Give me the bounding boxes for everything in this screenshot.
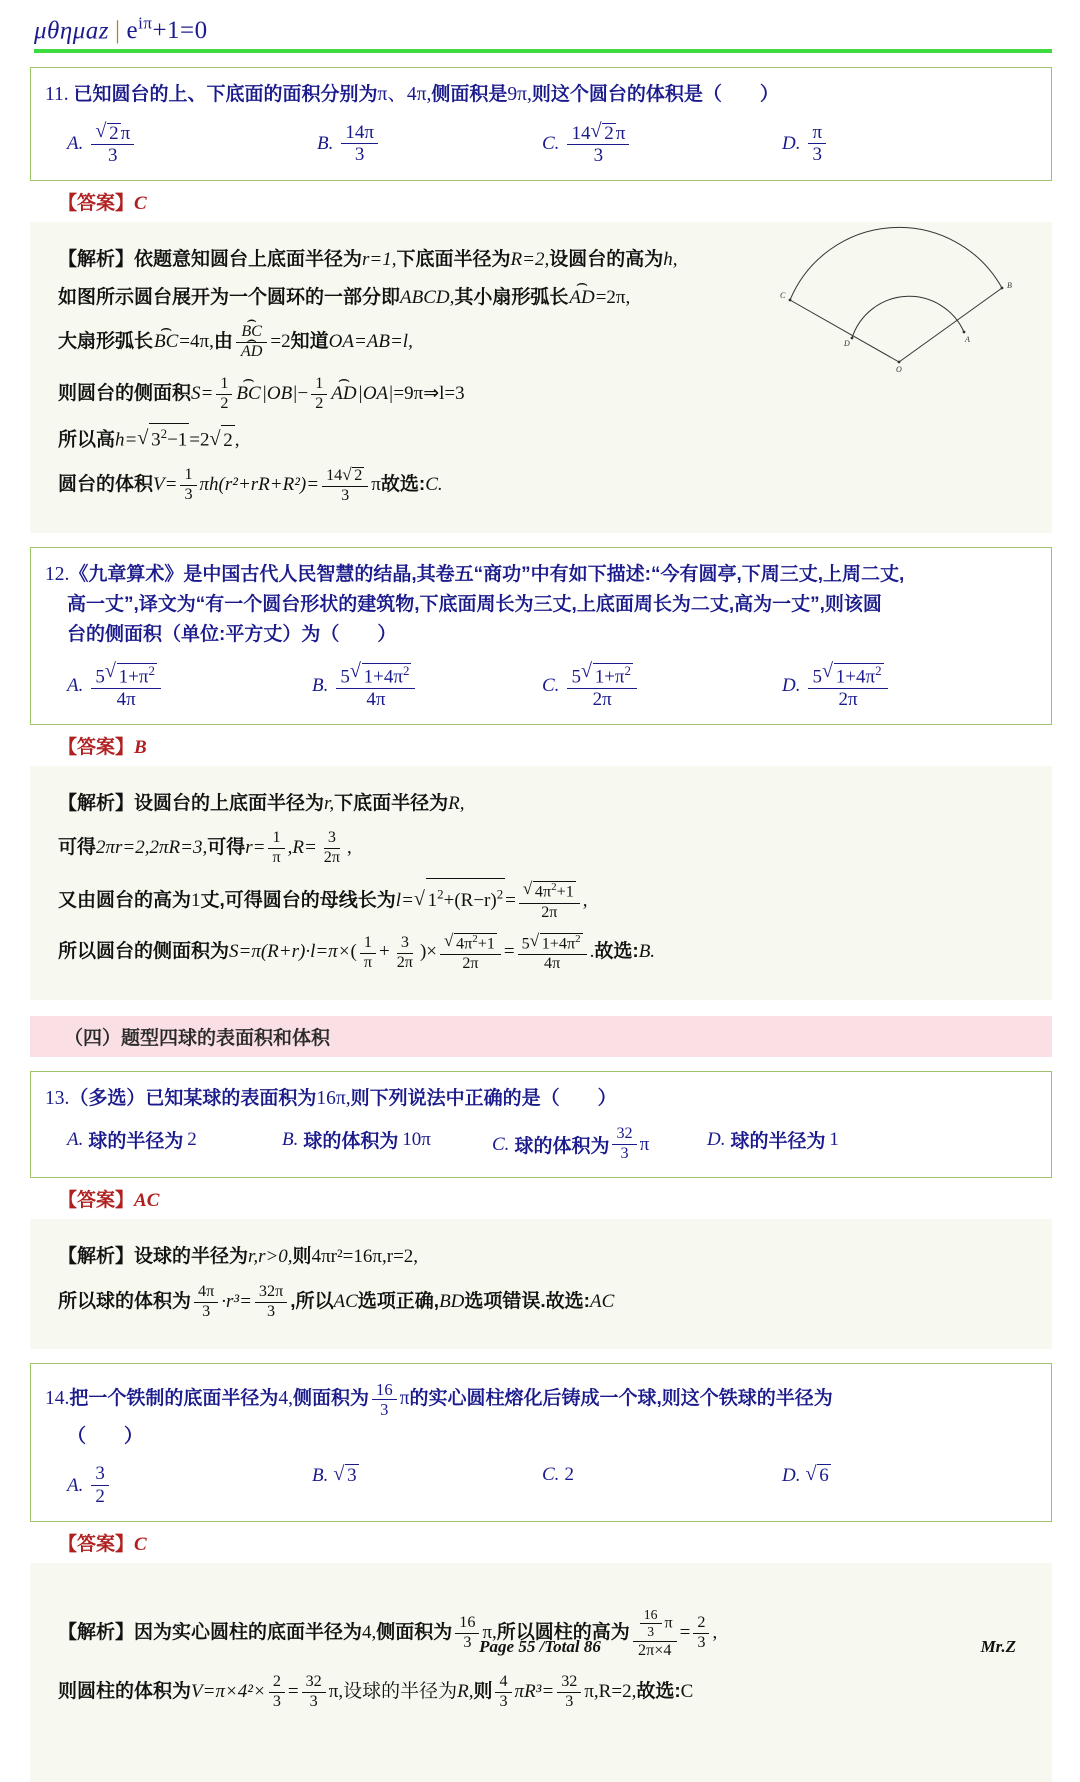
option-d[interactable]: D. $\frac{\pi}{3}$ xyxy=(782,123,829,166)
solution-14 xyxy=(30,1563,1052,1782)
fraction: $\frac{\pi}{3}$ xyxy=(808,123,826,166)
page-number: Page 55 /Total 86 xyxy=(479,1637,601,1656)
question-14-box xyxy=(30,1363,1052,1522)
fraction: $\frac{14\pi}{3}$ xyxy=(341,123,378,166)
question-14-options xyxy=(45,1464,1035,1507)
section-title: 题型四球的表面积和体积 xyxy=(121,1028,331,1050)
answer-bar-11 xyxy=(30,181,1052,222)
page-footer xyxy=(0,1637,1080,1657)
svg-text:A: A xyxy=(965,335,970,345)
answer-label: 【答案】 xyxy=(58,193,135,215)
option-c[interactable]: C. $\frac{14 √ 2 \pi}{3}$ xyxy=(542,123,782,167)
option-b[interactable]: B. $\frac{14\pi}{3}$ xyxy=(317,123,542,166)
header-brand-formula xyxy=(34,14,1052,45)
frustum-unrolled-figure xyxy=(774,236,1024,375)
answer-value: AC xyxy=(134,1190,160,1212)
question-14-line-1: 14.把一个铁制的底面半径为4,侧面积为 $\frac{16}{3}$ π的实心圆柱熔化后铸成一个球,则这个铁球的半径为 xyxy=(45,1379,833,1420)
option-a[interactable]: A. $\frac{3}{2}$ xyxy=(67,1464,312,1507)
question-11-options xyxy=(45,123,1035,167)
header-separator: | xyxy=(115,17,121,45)
solution-11-line-5: 所以高h= √ $3^2-1 =2$ √ 2 , xyxy=(58,423,1034,456)
option-c[interactable]: C. $\frac{5 √ 1+\pi^2}{2\pi}$ xyxy=(542,663,782,710)
solution-11-line-6: 圆台的体积V= $\frac{1}{3}$ πh(r²+rR+R²)= $\frac{14 √ 2}{3}$ π故选:C. xyxy=(58,463,1034,508)
solution-12-line-1: 【解析】设圆台的上底面半径为r,下底面半径为R, xyxy=(58,792,465,814)
question-12-options xyxy=(45,663,1035,710)
answer-value: C xyxy=(134,193,147,215)
solution-12-line-3: 又由圆台的高为1丈,可得圆台的母线长为l= √ $1^2+(R-r)^2$ = √ $\frac{4\pi^2+1}{2\pi}$ , xyxy=(58,878,1034,924)
answer-bar-12 xyxy=(30,725,1052,766)
option-a[interactable]: A. $\frac{5 √ 1+\pi^2}{4\pi}$ xyxy=(67,663,312,710)
svg-text:B: B xyxy=(1007,281,1012,291)
svg-text:O: O xyxy=(896,365,902,375)
solution-11 xyxy=(30,222,1052,532)
answer-value: C xyxy=(134,1534,147,1556)
brand-text: μθημaz xyxy=(34,17,110,45)
annular-sector-svg xyxy=(774,236,1024,375)
euler-formula: $e^{i\pi}+1=0$ xyxy=(126,14,208,45)
page-header xyxy=(0,0,1080,45)
solution-12-line-2: 可得2πr=2,2πR=3,可得r= $\frac{1}{\pi}$ ,R= $\frac{3}{2\pi}$ , xyxy=(58,829,352,867)
question-13-box xyxy=(30,1071,1052,1178)
solution-11-line-1: 【解析】依题意知圆台上底面半径为r=1,下底面半径为R=2,设圆台的高为h, xyxy=(58,249,678,271)
option-b[interactable]: B. 球的体积为 10π xyxy=(282,1128,431,1153)
option-b[interactable]: B. √ 3 xyxy=(312,1464,542,1487)
answer-value: B xyxy=(134,736,147,758)
question-12-number: 12. xyxy=(45,563,70,585)
question-14-number: 14. xyxy=(45,1388,70,1410)
question-13-options xyxy=(45,1126,1035,1163)
solution-11-line-4: 则圆台的侧面积S= $\frac{1}{2}$ ⌢ BC|OB|− $\frac{1}{2}$ ⌢ AD|OA|=9π⇒l=3 xyxy=(58,372,1034,417)
section-header xyxy=(30,1016,1052,1057)
question-12-line-2: 高一丈”,译文为“有一个圆台形状的建筑物,下底面周长为三丈,上底面周长为二丈,高为一丈”,则该圆 xyxy=(67,594,882,616)
option-d[interactable]: D. √ 6 xyxy=(782,1464,831,1487)
svg-text:D: D xyxy=(844,339,850,349)
option-b[interactable]: B. $\frac{5 √ 1+4\pi^2}{4\pi}$ xyxy=(312,663,542,710)
answer-label: 【答案】 xyxy=(58,1534,135,1556)
option-c[interactable]: C. 2 xyxy=(542,1464,574,1486)
author-signature: Mr.Z xyxy=(980,1637,1016,1656)
solution-14-line-1: 【解析】因为实心圆柱的底面半径为4,侧面积为 $\frac{16}{3}$ π,所以圆柱的高为 $\frac{16}{3}$ π 2π×4 = $\frac{2}{3}$ , xyxy=(58,1606,718,1659)
answer-bar-14 xyxy=(30,1522,1052,1563)
section-index: （四） xyxy=(64,1028,122,1050)
option-d[interactable]: D. 球的半径为 1 xyxy=(707,1128,839,1153)
answer-label: 【答案】 xyxy=(58,736,135,758)
svg-text:C: C xyxy=(780,291,786,301)
option-c[interactable]: C. 球的体积为 $\frac{32}{3}$ π xyxy=(492,1125,650,1163)
question-13-stem: 13.（多选）已知某球的表面积为16π,则下列说法中正确的是（ ） xyxy=(45,1088,617,1110)
solution-13 xyxy=(30,1219,1052,1349)
fraction: √ $\frac{2 \pi}{3}$ xyxy=(91,123,134,167)
question-13-number: 13. xyxy=(45,1088,70,1110)
option-d[interactable]: D. $\frac{5 √ 1+4\pi^2}{2\pi}$ xyxy=(782,663,891,710)
answer-bar-13 xyxy=(30,1178,1052,1219)
option-a[interactable]: A. 球的半径为 2 xyxy=(67,1128,197,1153)
answer-label: 【答案】 xyxy=(58,1190,135,1212)
header-green-rule xyxy=(34,49,1052,53)
option-a[interactable]: A. √ $\frac{2 \pi}{3}$ xyxy=(67,123,317,167)
solution-12-line-4: 所以圆台的侧面积为S=π(R+r)·l=π×( $\frac{1}{\pi}$ + $\frac{3}{2\pi}$ )× √ $\frac{4\pi^2+1}{2\pi}$ = $\frac{5 √ 1+4\pi^2}{4\pi}$ .故选:B. xyxy=(58,930,1034,975)
question-12-line-3: 台的侧面积（单位:平方丈）为（ ） xyxy=(67,624,397,646)
question-11-box xyxy=(30,67,1052,181)
question-14-line-2: （ ） xyxy=(67,1425,144,1447)
question-11-stem: 11. 已知圆台的上、下底面的面积分别为π、4π,侧面积是9π,则这个圆台的体积是（ ） xyxy=(45,84,779,106)
solution-14-line-2: 则圆柱的体积为V=π×4²× $\frac{2}{3}$ = $\frac{32}{3}$ π,设球的半径为R,则 $\frac{4}{3}$ πR³= $\frac{32}{3}$ π,R=2,故选:C xyxy=(58,1673,694,1711)
solution-11-line-3: 大扇形弧长⌢ BC=4π,由 ⌢ BC ⌢ AD =2知道OA=AB=l, xyxy=(58,320,1034,365)
solution-12 xyxy=(30,766,1052,1000)
question-12-box xyxy=(30,547,1052,725)
solution-11-line-2: 如图所示圆台展开为一个圆环的一部分即ABCD,其小扇形弧长⌢ AD=2π, xyxy=(58,283,1034,313)
solution-13-line-2: 所以球的体积为 $\frac{4\pi}{3}$ ·r³= $\frac{32\pi}{3}$ ,所以AC选项正确,BD选项错误.故选:AC xyxy=(58,1282,615,1320)
question-12-line-1: 12.《九章算术》是中国古代人民智慧的结晶,其卷五“商功”中有如下描述:“今有圆亭,下周三丈,上周二丈, xyxy=(45,563,905,585)
solution-13-line-1: 【解析】设球的半径为r,r>0,则4πr²=16π,r=2, xyxy=(58,1246,419,1268)
question-11-number: 11. xyxy=(45,84,69,106)
fraction: $\frac{14 √ 2 \pi}{3}$ xyxy=(567,123,629,167)
